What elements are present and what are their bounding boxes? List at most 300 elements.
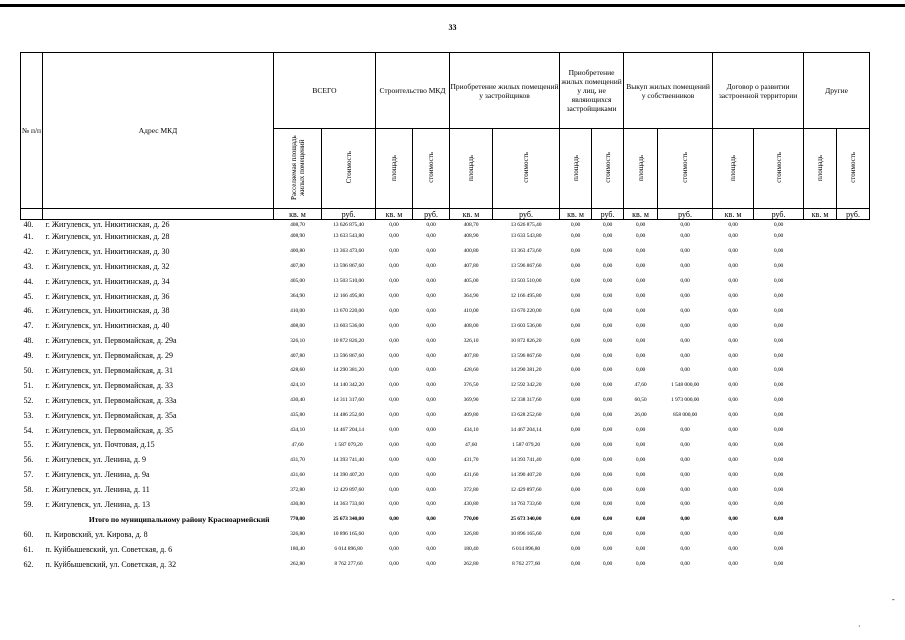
- row-value: 25 673 340,00: [510, 516, 542, 523]
- row-value: 0,00: [389, 516, 399, 523]
- row-value: 0,00: [728, 263, 738, 270]
- table-row: [21, 289, 870, 304]
- row-value: 0,00: [570, 278, 581, 285]
- row-value-empty: [804, 303, 837, 318]
- row-value: 0,00: [570, 456, 581, 463]
- row-number: 57.: [23, 470, 34, 480]
- row-value: 0,00: [426, 427, 436, 434]
- row-value: 400,80: [290, 248, 305, 255]
- row-value: 13 628 252,60: [510, 412, 542, 419]
- row-value-empty: [804, 393, 837, 408]
- unit-sqm: кв. м: [624, 209, 658, 220]
- row-value: 14 363 733,60: [333, 501, 364, 508]
- row-value: 0,00: [389, 337, 399, 344]
- row-value: 428,60: [463, 367, 479, 374]
- row-address: г. Жигулевск, ул. Никитинская, д. 28: [45, 231, 170, 241]
- table-row: [21, 527, 870, 542]
- row-value-empty: [837, 274, 870, 289]
- row-value: 431,60: [463, 471, 479, 478]
- row-value: 0,00: [773, 248, 784, 255]
- table-row: [21, 348, 870, 363]
- row-value: 0,00: [570, 367, 581, 374]
- row-value: 372,80: [463, 486, 479, 493]
- table-row: [21, 542, 870, 557]
- row-value-empty: [837, 542, 870, 557]
- table-row: [21, 244, 870, 259]
- row-address: г. Жигулевск, ул. Никитинская, д. 36: [45, 291, 170, 301]
- unit-blank: [21, 209, 43, 220]
- row-value: 1 973 000,00: [670, 397, 700, 404]
- row-value-empty: [837, 423, 870, 438]
- row-value: 0,00: [728, 278, 738, 285]
- header-buyout: Выкуп жилых помещений у собственников: [624, 53, 713, 129]
- row-value: 430,40: [290, 397, 305, 404]
- row-value: 0,00: [773, 233, 784, 240]
- row-value: 0,00: [389, 278, 399, 285]
- row-value: 372,80: [290, 486, 305, 493]
- row-value: 0,00: [602, 471, 613, 478]
- row-value: 0,00: [773, 561, 784, 568]
- row-address: г. Жигулевск, ул. Первомайская, д. 29: [45, 351, 173, 361]
- row-value: 0,00: [680, 307, 690, 314]
- row-value: 13 603 536,00: [333, 322, 364, 329]
- table-row: [21, 467, 870, 482]
- row-value: 434,10: [463, 427, 479, 434]
- header-other: Другие: [804, 53, 870, 129]
- row-value: 0,00: [602, 263, 613, 270]
- row-address: г. Жигулевск, ул. Никитинская, д. 40: [45, 321, 170, 331]
- margin-dot: ·: [858, 622, 861, 631]
- row-value: 0,00: [680, 501, 690, 508]
- row-value: 0,00: [728, 322, 738, 329]
- row-value: 0,00: [570, 352, 581, 359]
- row-value: 47,60: [634, 382, 647, 389]
- row-value: 14 290 381,20: [510, 367, 542, 374]
- row-value-empty: [804, 363, 837, 378]
- row-value: 0,00: [570, 322, 581, 329]
- row-value: 0,00: [728, 427, 738, 434]
- row-value: 13 633 543,80: [333, 233, 364, 240]
- row-value: 0,00: [389, 293, 399, 299]
- row-value: 0,00: [728, 307, 738, 314]
- table-body: [21, 220, 870, 572]
- row-value: 326,10: [463, 337, 479, 344]
- unit-rub: руб.: [754, 209, 804, 220]
- row-value: 14 290 381,20: [333, 367, 364, 374]
- table-row: [21, 259, 870, 274]
- unit-rub: руб.: [592, 209, 624, 220]
- row-value: 13 626 875,40: [333, 221, 364, 228]
- row-value: 8 762 277,60: [511, 561, 541, 568]
- row-value: 0,00: [389, 382, 399, 389]
- subheader-cost-label: стоимость: [603, 152, 612, 183]
- row-value: 13 626 875,40: [510, 221, 542, 228]
- row-number: 60.: [23, 529, 34, 539]
- row-value: 47,60: [291, 441, 304, 448]
- row-value: 0,00: [680, 516, 690, 523]
- row-value: 0,00: [426, 337, 436, 344]
- header-construction: Строительство МКД: [376, 53, 450, 129]
- row-number: 40.: [23, 220, 34, 229]
- row-value-empty: [837, 393, 870, 408]
- row-value: 0,00: [635, 263, 646, 270]
- row-value: 0,00: [635, 486, 646, 493]
- row-value: 0,00: [635, 248, 646, 255]
- row-value: 0,00: [602, 248, 613, 255]
- row-value: 405,00: [290, 278, 305, 285]
- subtotal-row: [21, 512, 870, 527]
- row-value: 0,00: [570, 441, 581, 448]
- row-address: г. Жигулевск, ул. Никитинская, д. 38: [45, 306, 170, 316]
- row-number: 62.: [23, 559, 34, 569]
- row-value: 407,80: [463, 263, 479, 270]
- row-value: 409,80: [463, 412, 479, 419]
- row-value: 0,00: [570, 471, 581, 478]
- row-value: 0,00: [602, 516, 613, 523]
- unit-rub: руб.: [493, 209, 560, 220]
- row-value: 0,00: [680, 471, 690, 478]
- row-value: 0,00: [635, 456, 646, 463]
- subheader-cost-total-label: Стоимость: [344, 151, 353, 184]
- row-value: 0,00: [773, 352, 784, 359]
- row-number: 44.: [23, 276, 34, 286]
- row-value: 14 763 733,60: [510, 501, 542, 508]
- row-value: 0,00: [426, 397, 436, 404]
- row-value: 0,00: [426, 322, 436, 329]
- subheader-cost-label: стоимость: [522, 152, 531, 183]
- row-value: 408,90: [290, 233, 305, 240]
- subheader-cost: [837, 129, 870, 209]
- row-value-empty: [804, 378, 837, 393]
- row-value: 0,00: [602, 427, 613, 434]
- row-address: г. Жигулевск, ул. Первомайская, д. 33а: [45, 395, 177, 405]
- resettlement-table-wrap: [20, 52, 860, 571]
- row-value: 0,00: [389, 427, 399, 434]
- header-purchase-developers: Приобретение жилых помещений у застройщиков: [450, 53, 560, 129]
- row-value-empty: [804, 527, 837, 542]
- row-value: 0,00: [602, 322, 613, 329]
- unit-rub: руб.: [413, 209, 450, 220]
- row-value: 0,00: [602, 561, 613, 568]
- row-value: 0,00: [570, 263, 581, 270]
- row-value: 407,80: [290, 352, 305, 359]
- subheader-area: [624, 129, 658, 209]
- row-value: 0,00: [570, 546, 581, 553]
- table-row: [21, 393, 870, 408]
- row-value-empty: [837, 497, 870, 512]
- header-num: № п/п: [21, 53, 43, 209]
- row-value: 0,00: [602, 501, 613, 508]
- row-value: 0,00: [635, 221, 646, 228]
- subheader-cost: [493, 129, 560, 209]
- row-value: 0,00: [426, 501, 436, 508]
- subheader-area: [713, 129, 754, 209]
- row-value: 326,80: [463, 531, 479, 538]
- row-value: 6 014 896,80: [511, 546, 541, 553]
- row-number: 50.: [23, 365, 34, 375]
- row-value: 0,00: [389, 412, 399, 419]
- row-value: 0,00: [602, 233, 613, 240]
- row-value: 0,00: [773, 471, 784, 478]
- row-value: 0,00: [635, 293, 646, 299]
- row-number: [21, 512, 43, 527]
- row-value: 0,00: [602, 382, 613, 389]
- row-value: 0,00: [635, 546, 646, 553]
- row-value: 0,00: [728, 248, 738, 255]
- row-value: 0,00: [389, 456, 399, 463]
- row-value: 0,00: [570, 337, 581, 344]
- row-value: 0,00: [426, 307, 436, 314]
- row-value-empty: [804, 497, 837, 512]
- row-value: 0,00: [680, 486, 690, 493]
- row-value: 0,00: [728, 471, 738, 478]
- row-value: 12 338 317,60: [510, 397, 542, 404]
- row-number: 51.: [23, 380, 34, 390]
- row-value: 0,00: [389, 221, 399, 228]
- row-value-empty: [837, 318, 870, 333]
- row-value-empty: [837, 333, 870, 348]
- subheader-area-label: площадь: [816, 154, 825, 181]
- row-value: 0,00: [602, 293, 613, 299]
- row-value: 0,00: [773, 322, 784, 329]
- row-value: 0,00: [680, 337, 690, 344]
- row-value: 369,90: [463, 397, 479, 404]
- row-number: 47.: [23, 321, 34, 331]
- row-value: 10 872 826,20: [333, 337, 364, 344]
- row-value: 0,00: [602, 412, 613, 419]
- row-value: 0,00: [680, 352, 690, 359]
- row-value-empty: [804, 229, 837, 244]
- row-value: 0,00: [635, 322, 646, 329]
- row-value: 0,00: [635, 307, 646, 314]
- row-number: 49.: [23, 351, 34, 361]
- header-contract: Договор о развитии застроенной территории: [713, 53, 804, 129]
- subheader-cost: [413, 129, 450, 209]
- table-row: [21, 229, 870, 244]
- row-value: 0,00: [570, 382, 581, 389]
- row-value: 0,00: [570, 397, 581, 404]
- row-value: 0,00: [426, 293, 436, 299]
- row-value: 364,90: [463, 293, 479, 299]
- row-address: г. Жигулевск, ул. Никитинская, д. 26: [45, 220, 170, 229]
- row-value: 0,00: [728, 221, 738, 228]
- row-value: 0,00: [570, 561, 581, 568]
- row-address: г. Жигулевск, ул. Первомайская, д. 33: [45, 380, 173, 390]
- subheader-area: [376, 129, 413, 209]
- subheader-area: [804, 129, 837, 209]
- row-number: 41.: [23, 231, 34, 241]
- row-value-empty: [804, 408, 837, 423]
- row-value: 0,00: [570, 233, 581, 240]
- row-number: 46.: [23, 306, 34, 316]
- row-value-empty: [837, 452, 870, 467]
- row-value: 0,00: [680, 263, 690, 270]
- row-value: 13 670 220,00: [510, 307, 542, 314]
- row-number: 43.: [23, 261, 34, 271]
- row-value: 0,00: [389, 471, 399, 478]
- row-value: 0,00: [680, 531, 690, 538]
- row-value: 0,00: [728, 501, 738, 508]
- row-value: 6 014 896,80: [334, 546, 363, 553]
- page-number: 33: [448, 23, 457, 32]
- subheader-area-resettled-label: Расселяемая площадь жилых помещений: [289, 135, 306, 200]
- row-value: 0,00: [570, 427, 581, 434]
- row-value: 0,00: [426, 486, 436, 493]
- row-value: 326,80: [290, 531, 305, 538]
- row-value: 410,00: [290, 307, 305, 314]
- table-row: [21, 408, 870, 423]
- row-value: 14 393 741,40: [510, 456, 542, 463]
- row-value: 0,00: [635, 561, 646, 568]
- row-value: 407,80: [290, 263, 305, 270]
- row-value: 858 000,00: [672, 412, 698, 419]
- table-row: [21, 363, 870, 378]
- row-number: 55.: [23, 440, 34, 450]
- row-value: 0,00: [602, 397, 613, 404]
- row-address: г. Жигулевск, ул. Первомайская, д. 31: [45, 365, 173, 375]
- row-value: 0,00: [728, 397, 738, 404]
- row-value-empty: [837, 363, 870, 378]
- row-value: 0,00: [680, 221, 690, 228]
- subheader-cost-label: стоимость: [774, 152, 783, 183]
- row-value-empty: [837, 289, 870, 304]
- row-value: 0,00: [680, 278, 690, 285]
- row-value: 0,00: [635, 501, 646, 508]
- row-value-empty: [837, 244, 870, 259]
- row-value: 0,00: [773, 221, 784, 228]
- row-value-empty: [837, 378, 870, 393]
- row-value-empty: [804, 512, 837, 527]
- row-value: 431,70: [290, 456, 305, 463]
- row-value: 0,00: [426, 471, 436, 478]
- subheader-area: [450, 129, 493, 209]
- row-value: 12 166 495,80: [510, 293, 542, 299]
- row-value: 408,00: [290, 322, 305, 329]
- row-value: 0,00: [728, 382, 738, 389]
- row-value: 13 596 867,60: [510, 263, 542, 270]
- unit-rub: руб.: [658, 209, 713, 220]
- subheader-cost: [592, 129, 624, 209]
- row-value: 0,00: [570, 221, 581, 228]
- row-value: 0,00: [635, 278, 646, 285]
- row-value: 0,00: [426, 546, 436, 553]
- row-value: 262,80: [463, 561, 479, 568]
- row-address: г. Жигулевск, ул. Никитинская, д. 32: [45, 261, 170, 271]
- row-value: 408,70: [463, 221, 479, 228]
- row-value: 435,80: [290, 412, 305, 419]
- row-value: 0,00: [680, 367, 690, 374]
- row-address: г. Жигулевск, ул. Ленина, д. 11: [45, 485, 150, 495]
- row-address: г. Жигулевск, ул. Никитинская, д. 30: [45, 246, 170, 256]
- table-row: [21, 557, 870, 572]
- row-value: 12 592 342,20: [510, 382, 542, 389]
- row-value: 0,00: [680, 248, 690, 255]
- row-value: 0,00: [728, 456, 738, 463]
- row-value: 410,00: [463, 307, 479, 314]
- row-value: 0,00: [389, 501, 399, 508]
- row-value: 0,00: [773, 412, 784, 419]
- row-value: 0,00: [602, 546, 613, 553]
- row-value: 0,00: [426, 456, 436, 463]
- row-value-empty: [804, 259, 837, 274]
- subheader-area-label: площадь: [390, 154, 398, 181]
- table-row: [21, 437, 870, 452]
- row-value: 0,00: [389, 397, 399, 404]
- row-value: 14 467 204,14: [510, 427, 542, 434]
- row-value: 13 596 867,60: [333, 352, 364, 359]
- row-value: 13 503 510,00: [510, 278, 542, 285]
- row-value: 0,00: [570, 516, 581, 523]
- header-address: Адрес МКД: [43, 53, 274, 209]
- row-value: 0,00: [773, 278, 784, 285]
- row-value: 0,00: [773, 337, 784, 344]
- row-value: 428,60: [290, 367, 305, 374]
- row-value: 12 429 897,60: [510, 486, 542, 493]
- margin-mark: -: [892, 595, 895, 604]
- subheader-cost: [658, 129, 713, 209]
- row-value: 430,80: [463, 501, 479, 508]
- row-value: 0,00: [728, 486, 738, 493]
- row-value: 0,00: [389, 367, 399, 374]
- row-value-empty: [804, 437, 837, 452]
- row-value: 0,00: [680, 441, 690, 448]
- resettlement-table: [20, 52, 870, 571]
- table-row: [21, 303, 870, 318]
- row-value: 14 140 342,20: [333, 382, 364, 389]
- row-value: 407,80: [463, 352, 479, 359]
- row-value: 0,00: [728, 441, 738, 448]
- row-value: 1 548 000,00: [670, 382, 700, 389]
- row-value: 434,10: [290, 427, 305, 434]
- row-value: 408,00: [463, 322, 479, 329]
- row-value: 0,00: [680, 561, 690, 568]
- row-address: п. Куйбышевский, ул. Советская, д. 32: [45, 559, 177, 569]
- row-value: 364,90: [290, 293, 305, 299]
- row-value: 0,00: [426, 531, 436, 538]
- row-address: г. Жигулевск, ул. Ленина, д. 9а: [45, 470, 150, 480]
- row-value: 0,00: [570, 501, 581, 508]
- unit-rub: руб.: [837, 209, 870, 220]
- row-value: 0,00: [389, 263, 399, 270]
- subheader-cost-label: стоимость: [427, 152, 435, 183]
- row-value: 0,00: [773, 263, 784, 270]
- row-value: 0,00: [680, 546, 690, 553]
- row-address: п. Кировский, ул. Кирова, д. 8: [45, 529, 148, 539]
- header-total: ВСЕГО: [274, 53, 376, 129]
- subheader-area-label: площадь: [729, 154, 738, 181]
- top-rule: [0, 4, 905, 7]
- row-value: 14 486 252,60: [333, 412, 364, 419]
- row-value: 180,40: [290, 546, 305, 553]
- row-value: 0,00: [773, 441, 784, 448]
- row-value: 10 896 165,60: [333, 531, 364, 538]
- row-value: 0,00: [389, 486, 399, 493]
- row-value: 12 429 897,60: [333, 486, 364, 493]
- row-value-empty: [804, 467, 837, 482]
- row-value: 0,00: [728, 367, 738, 374]
- row-value: 10 872 826,20: [510, 337, 542, 344]
- row-value: 0,00: [426, 352, 436, 359]
- row-value: 14 390 407,20: [510, 471, 542, 478]
- row-value: 0,00: [389, 531, 399, 538]
- row-value: 0,00: [728, 337, 738, 344]
- row-value: 0,00: [635, 337, 646, 344]
- row-address: г. Жигулевск, ул. Первомайская, д. 35а: [45, 410, 177, 420]
- row-value-empty: [837, 229, 870, 244]
- row-value-empty: [804, 482, 837, 497]
- row-value: 0,00: [602, 441, 613, 448]
- subheader-cost-label: стоимость: [681, 152, 690, 183]
